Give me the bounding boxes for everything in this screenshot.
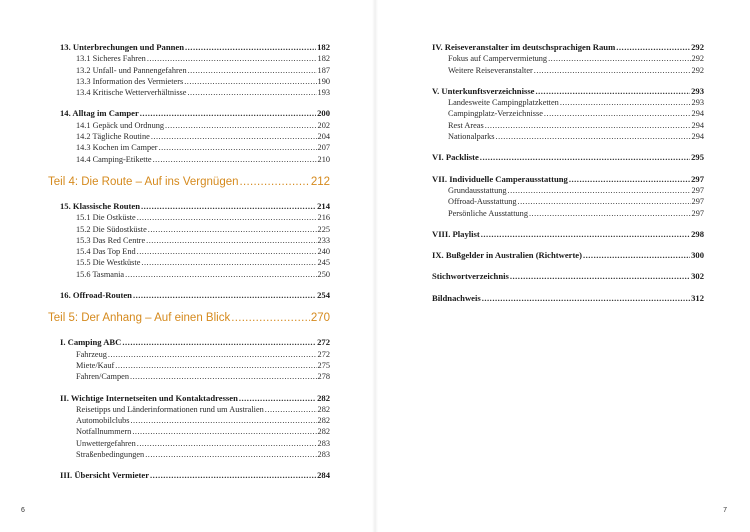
toc-entry-page: 202 bbox=[317, 120, 330, 130]
toc-entry-page: 293 bbox=[691, 98, 704, 108]
toc-chapter-entry[interactable] bbox=[60, 393, 330, 404]
toc-left bbox=[48, 42, 330, 482]
toc-leader-dots bbox=[529, 208, 691, 219]
toc-leader-dots bbox=[125, 269, 316, 280]
toc-entry-title: Fahrzeug bbox=[76, 349, 107, 359]
toc-entry-page: 283 bbox=[317, 450, 330, 460]
toc-section-entry[interactable] bbox=[60, 76, 330, 87]
toc-leader-dots bbox=[148, 224, 317, 235]
toc-section-entry[interactable] bbox=[60, 371, 330, 382]
toc-leader-dots bbox=[569, 174, 690, 185]
toc-entry-title: Landesweite Campingplatzketten bbox=[448, 98, 559, 108]
toc-section-entry[interactable] bbox=[60, 404, 330, 415]
toc-section-entry[interactable] bbox=[432, 120, 704, 131]
toc-leader-dots bbox=[146, 235, 316, 246]
toc-section-entry[interactable] bbox=[60, 87, 330, 98]
toc-leader-dots bbox=[496, 131, 691, 142]
toc-entry-title: 13.1 Sicheres Fahren bbox=[76, 54, 146, 64]
toc-entry-page: 295 bbox=[691, 152, 704, 163]
toc-entry-title: 15.5 Die Westküste bbox=[76, 258, 141, 268]
toc-leader-dots bbox=[150, 470, 316, 481]
toc-leader-dots bbox=[548, 53, 690, 64]
toc-leader-dots bbox=[153, 154, 317, 165]
toc-entry-title: Miete/Kauf bbox=[76, 360, 115, 370]
toc-section-entry[interactable] bbox=[60, 415, 330, 426]
toc-chapter-entry[interactable] bbox=[432, 86, 704, 97]
toc-leader-dots bbox=[108, 349, 317, 360]
toc-entry-page: 292 bbox=[691, 54, 704, 64]
toc-entry-title: Unwettergefahren bbox=[76, 438, 136, 448]
toc-entry-page: 292 bbox=[691, 42, 704, 52]
toc-entry-title: 14.2 Tägliche Routine bbox=[76, 132, 150, 142]
toc-entry-title: Weitere Reiseveranstalter bbox=[448, 65, 533, 75]
toc-entry-title: Automobilclubs bbox=[76, 416, 130, 426]
toc-entry-page: 302 bbox=[691, 271, 704, 282]
toc-entry-title: 16. Offroad-Routen bbox=[60, 290, 132, 301]
toc-chapter-entry[interactable] bbox=[60, 290, 330, 301]
toc-entry-page: 245 bbox=[317, 258, 330, 268]
toc-entry-page: 282 bbox=[317, 416, 330, 426]
toc-chapter-entry[interactable] bbox=[60, 42, 330, 53]
toc-leader-dots bbox=[560, 97, 691, 108]
toc-entry-page: 292 bbox=[691, 65, 704, 75]
toc-part-heading[interactable] bbox=[48, 175, 330, 191]
toc-entry-page: 297 bbox=[691, 197, 704, 207]
toc-section-entry[interactable] bbox=[60, 257, 330, 268]
toc-leader-dots bbox=[137, 212, 317, 223]
toc-entry-title: 15. Klassische Routen bbox=[60, 200, 140, 211]
toc-leader-dots bbox=[265, 404, 317, 415]
toc-section-entry[interactable] bbox=[60, 65, 330, 76]
toc-entry-title: 14. Alltag im Camper bbox=[60, 108, 139, 119]
toc-section-entry[interactable] bbox=[432, 131, 704, 142]
toc-entry-title: Grundausstattung bbox=[448, 185, 507, 195]
toc-entry-title: 15.2 Die Südostküste bbox=[76, 224, 147, 234]
toc-entry-title: Notfallnummern bbox=[76, 427, 132, 437]
toc-entry-title: I. Camping ABC bbox=[60, 337, 122, 348]
toc-entry-page: 293 bbox=[691, 85, 704, 96]
toc-entry-page: 240 bbox=[317, 247, 330, 257]
toc-entry-page: 284 bbox=[317, 470, 330, 481]
toc-entry-page: 272 bbox=[317, 349, 330, 359]
toc-leader-dots bbox=[151, 131, 317, 142]
toc-entry-title: Nationalparks bbox=[448, 132, 495, 142]
toc-entry-title: Teil 4: Die Route – Auf ins Vergnügen bbox=[48, 175, 239, 188]
toc-entry-page: 190 bbox=[317, 76, 330, 86]
toc-leader-dots bbox=[141, 257, 316, 268]
toc-entry-title: Offroad-Ausstattung bbox=[448, 197, 517, 207]
toc-spacer bbox=[60, 327, 330, 337]
toc-leader-dots bbox=[616, 42, 690, 53]
toc-leader-dots bbox=[137, 438, 317, 449]
toc-chapter-entry[interactable] bbox=[432, 152, 704, 163]
toc-entry-page: 216 bbox=[317, 213, 330, 223]
toc-entry-title: IV. Reiseveranstalter im deutschsprachigen Raum bbox=[432, 42, 616, 52]
toc-leader-dots bbox=[140, 108, 316, 119]
toc-entry-page: 275 bbox=[317, 360, 330, 370]
toc-section-entry[interactable] bbox=[60, 212, 330, 223]
toc-chapter-entry[interactable] bbox=[432, 250, 704, 261]
toc-leader-dots bbox=[165, 120, 317, 131]
toc-leader-dots bbox=[137, 246, 317, 257]
toc-leader-dots bbox=[231, 311, 310, 326]
toc-leader-dots bbox=[130, 371, 317, 382]
toc-entry-page: 182 bbox=[317, 54, 330, 64]
toc-entry-title: II. Wichtige Internetseiten und Kontaktadressen bbox=[60, 392, 238, 403]
toc-section-entry[interactable] bbox=[60, 235, 330, 246]
toc-leader-dots bbox=[187, 87, 316, 98]
page-number-left: 6 bbox=[21, 507, 25, 514]
toc-entry-title: VIII. Playlist bbox=[432, 228, 480, 239]
toc-spacer bbox=[60, 165, 330, 175]
toc-chapter-entry[interactable] bbox=[60, 337, 330, 348]
toc-entry-page: 312 bbox=[691, 292, 704, 303]
toc-leader-dots bbox=[188, 65, 317, 76]
toc-entry-page: 210 bbox=[317, 154, 330, 164]
toc-entry-title: 14.1 Gepäck und Ordnung bbox=[76, 120, 165, 130]
toc-chapter-entry[interactable] bbox=[432, 271, 704, 282]
toc-leader-dots bbox=[535, 86, 690, 97]
toc-spacer bbox=[60, 191, 330, 201]
toc-leader-dots bbox=[115, 360, 316, 371]
toc-entry-page: 254 bbox=[317, 290, 330, 301]
toc-spacer bbox=[60, 383, 330, 393]
toc-right bbox=[432, 42, 704, 304]
toc-leader-dots bbox=[481, 229, 690, 240]
toc-entry-page: 207 bbox=[317, 143, 330, 153]
page-number-right: 7 bbox=[723, 507, 727, 514]
toc-section-entry[interactable] bbox=[60, 426, 330, 437]
toc-leader-dots bbox=[485, 120, 691, 131]
toc-leader-dots bbox=[239, 393, 316, 404]
toc-part-heading[interactable] bbox=[48, 311, 330, 327]
toc-entry-title: Straßenbedingungen bbox=[76, 450, 145, 460]
toc-entry-title: 15.4 Das Top End bbox=[76, 247, 136, 257]
toc-leader-dots bbox=[544, 108, 691, 119]
toc-spacer bbox=[432, 261, 704, 271]
toc-section-entry[interactable] bbox=[60, 349, 330, 360]
toc-section-entry[interactable] bbox=[432, 108, 704, 119]
toc-section-entry[interactable] bbox=[432, 97, 704, 108]
right-page bbox=[375, 0, 750, 532]
toc-entry-title: III. Übersicht Vermieter bbox=[60, 470, 150, 481]
toc-entry-page: 250 bbox=[317, 269, 330, 279]
toc-chapter-entry[interactable] bbox=[432, 229, 704, 240]
toc-entry-page: 294 bbox=[691, 132, 704, 142]
toc-section-entry[interactable] bbox=[432, 185, 704, 196]
toc-entry-title: Fokus auf Campervermietung bbox=[448, 54, 548, 64]
toc-section-entry[interactable] bbox=[60, 449, 330, 460]
toc-entry-page: 233 bbox=[317, 235, 330, 245]
toc-entry-title: 15.1 Die Ostküste bbox=[76, 213, 136, 223]
toc-entry-title: Rest Areas bbox=[448, 120, 484, 130]
toc-section-entry[interactable] bbox=[60, 131, 330, 142]
toc-entry-title: Bildnachweis bbox=[432, 292, 481, 303]
toc-spacer bbox=[432, 76, 704, 86]
toc-leader-dots bbox=[133, 290, 316, 301]
toc-entry-page: 282 bbox=[317, 404, 330, 414]
toc-leader-dots bbox=[480, 152, 690, 163]
toc-entry-page: 282 bbox=[317, 427, 330, 437]
toc-section-entry[interactable] bbox=[60, 224, 330, 235]
toc-spacer bbox=[60, 301, 330, 311]
toc-entry-page: 297 bbox=[691, 173, 704, 184]
toc-entry-page: 294 bbox=[691, 120, 704, 130]
toc-entry-title: Persönliche Ausstattung bbox=[448, 208, 528, 218]
toc-entry-page: 270 bbox=[310, 312, 330, 325]
toc-entry-page: 204 bbox=[317, 132, 330, 142]
toc-entry-title: 13.4 Kritische Wetterverhältnisse bbox=[76, 88, 187, 98]
toc-section-entry[interactable] bbox=[432, 208, 704, 219]
toc-entry-title: 13.3 Information des Vermieters bbox=[76, 76, 184, 86]
toc-chapter-entry[interactable] bbox=[60, 201, 330, 212]
toc-chapter-entry[interactable] bbox=[432, 293, 704, 304]
toc-leader-dots bbox=[534, 65, 691, 76]
toc-spacer bbox=[432, 219, 704, 229]
toc-leader-dots bbox=[508, 185, 691, 196]
toc-leader-dots bbox=[185, 42, 316, 53]
toc-entry-title: 13. Unterbrechungen und Pannen bbox=[60, 42, 184, 52]
toc-entry-title: Reisetipps und Länderinformationen rund um Australien bbox=[76, 404, 264, 414]
toc-leader-dots bbox=[159, 142, 317, 153]
toc-entry-page: 200 bbox=[317, 108, 330, 119]
toc-section-entry[interactable] bbox=[60, 438, 330, 449]
toc-chapter-entry[interactable] bbox=[432, 42, 704, 53]
toc-section-entry[interactable] bbox=[60, 360, 330, 371]
toc-section-entry[interactable] bbox=[60, 53, 330, 64]
toc-entry-title: Fahren/Campen bbox=[76, 372, 129, 382]
toc-spacer bbox=[60, 280, 330, 290]
toc-spacer bbox=[432, 164, 704, 174]
toc-leader-dots bbox=[510, 271, 690, 282]
toc-section-entry[interactable] bbox=[432, 53, 704, 64]
toc-chapter-entry[interactable] bbox=[60, 108, 330, 119]
toc-entry-title: Stichwortverzeichnis bbox=[432, 271, 509, 282]
toc-entry-page: 182 bbox=[317, 42, 330, 52]
toc-spacer bbox=[432, 142, 704, 152]
toc-entry-title: Campingplatz-Verzeichnisse bbox=[448, 109, 543, 119]
toc-entry-title: V. Unterkunftsverzeichnisse bbox=[432, 85, 535, 96]
toc-entry-page: 282 bbox=[317, 392, 330, 403]
toc-leader-dots bbox=[141, 201, 316, 212]
toc-entry-page: 300 bbox=[691, 250, 704, 261]
toc-entry-title: Teil 5: Der Anhang – Auf einen Blick bbox=[48, 312, 231, 325]
toc-entry-title: VII. Individuelle Camperausstattung bbox=[432, 173, 568, 184]
toc-section-entry[interactable] bbox=[60, 269, 330, 280]
toc-spacer bbox=[432, 240, 704, 250]
toc-entry-page: 272 bbox=[317, 337, 330, 348]
toc-spacer bbox=[432, 283, 704, 293]
toc-spacer bbox=[60, 460, 330, 470]
toc-chapter-entry[interactable] bbox=[432, 174, 704, 185]
toc-entry-title: VI. Packliste bbox=[432, 152, 479, 163]
toc-leader-dots bbox=[147, 53, 317, 64]
toc-entry-page: 294 bbox=[691, 109, 704, 119]
toc-section-entry[interactable] bbox=[60, 120, 330, 131]
toc-entry-title: 13.2 Unfall- und Pannengefahren bbox=[76, 65, 187, 75]
toc-leader-dots bbox=[583, 250, 690, 261]
toc-entry-page: 283 bbox=[317, 438, 330, 448]
toc-section-entry[interactable] bbox=[432, 65, 704, 76]
toc-leader-dots bbox=[132, 426, 316, 437]
toc-chapter-entry[interactable] bbox=[60, 470, 330, 481]
toc-section-entry[interactable] bbox=[60, 246, 330, 257]
toc-entry-title: 15.6 Tasmania bbox=[76, 269, 125, 279]
toc-leader-dots bbox=[130, 415, 316, 426]
toc-entry-page: 187 bbox=[317, 65, 330, 75]
toc-section-entry[interactable] bbox=[60, 142, 330, 153]
toc-entry-page: 297 bbox=[691, 208, 704, 218]
toc-entry-page: 278 bbox=[317, 372, 330, 382]
toc-leader-dots bbox=[482, 293, 690, 304]
toc-section-entry[interactable] bbox=[60, 154, 330, 165]
toc-leader-dots bbox=[518, 196, 691, 207]
toc-leader-dots bbox=[184, 76, 316, 87]
toc-entry-page: 297 bbox=[691, 185, 704, 195]
toc-entry-title: 14.4 Camping-Etikette bbox=[76, 154, 152, 164]
toc-entry-page: 214 bbox=[317, 200, 330, 211]
toc-entry-title: 14.3 Kochen im Camper bbox=[76, 143, 158, 153]
toc-entry-page: 212 bbox=[310, 175, 330, 188]
toc-entry-page: 225 bbox=[317, 224, 330, 234]
toc-entry-page: 298 bbox=[691, 228, 704, 239]
toc-entry-title: IX. Bußgelder in Australien (Richtwerte) bbox=[432, 250, 582, 261]
toc-leader-dots bbox=[122, 337, 316, 348]
toc-leader-dots bbox=[240, 175, 310, 190]
toc-entry-title: 15.3 Das Red Centre bbox=[76, 235, 146, 245]
toc-leader-dots bbox=[145, 449, 316, 460]
toc-section-entry[interactable] bbox=[432, 196, 704, 207]
toc-entry-page: 193 bbox=[317, 88, 330, 98]
toc-spacer bbox=[60, 98, 330, 108]
